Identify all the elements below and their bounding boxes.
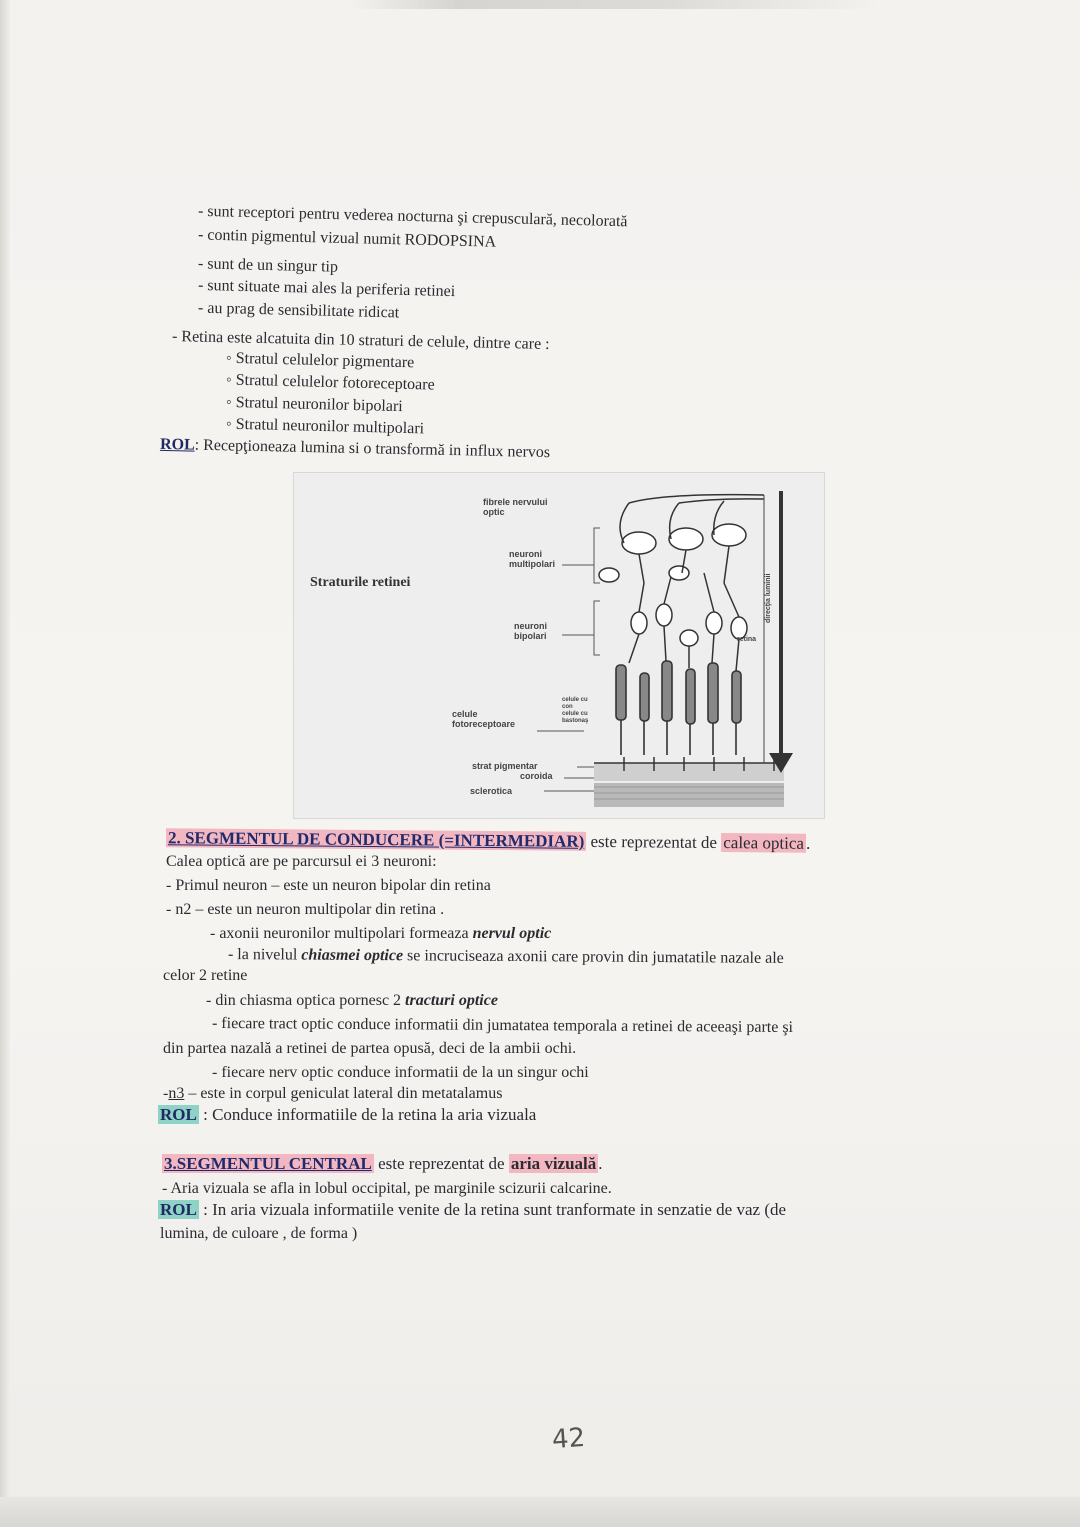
segment2-heading-text: este reprezentat de	[586, 831, 722, 853]
segment3-role-cont: lumina, de culoare , de forma )	[160, 1225, 358, 1242]
label-sclera: sclerotica	[470, 786, 513, 796]
label-cell-types: celule cu con celule cu bastonaş	[562, 697, 589, 724]
label-bipolar: neuroni bipolari	[514, 621, 547, 641]
retina-layer-text: Stratul neuronilor bipolari	[235, 394, 403, 416]
choroid-band	[594, 763, 784, 781]
segment2-line-8: - fiecare tract optic conduce informatii din jumatatea temporala a retinei de aceeaşi parte şi	[211, 1014, 794, 1037]
term-optic-tracts: tracturi optice	[405, 992, 498, 1009]
page-number: 42	[550, 1422, 587, 1456]
bullet-icon: ◦	[225, 371, 236, 389]
role-label: ROL	[159, 435, 195, 454]
role-text: : In aria vizuala informatiile venite de la retina sunt tranformate in senzatie de vaz (de	[198, 1200, 787, 1219]
segment2-role	[158, 1106, 536, 1124]
term-n3: n3	[168, 1085, 185, 1102]
role-label: ROL	[160, 1200, 197, 1219]
segment3-line-1: - Aria vizuala se afla in lobul occipital, pe marginile scizurii calcarine.	[162, 1180, 612, 1197]
segment2-line-11: -n3 – este in corpul geniculat lateral din metatalamus	[163, 1085, 503, 1102]
segment2-line-7: - din chiasma optica pornesc 2 tracturi optice	[206, 992, 498, 1009]
segment2-line-6: celor 2 retine	[163, 967, 248, 984]
segment3-heading: 3.SEGMENTUL CENTRAL este reprezentat de aria vizuală .	[164, 1154, 603, 1173]
segment3-highlight: aria vizuală	[510, 1154, 597, 1173]
segment2-title: 2. SEGMENTUL DE CONDUCERE (=INTERMEDIAR)	[167, 828, 585, 851]
rod-item-5: - au prag de sensibilitate ridicat	[197, 299, 400, 322]
term-chiasma: chiasmei optice	[301, 946, 404, 965]
retina-layer-text: Stratul neuronilor multipolari	[235, 415, 425, 438]
scan-artifact-bottom	[0, 1497, 1080, 1527]
segment2-line-10: - fiecare nerv optic conduce informatii de la un singur ochi	[212, 1064, 589, 1081]
rod-item-1: - sunt receptori pentru vederea nocturna şi crepusculară, necolorată	[197, 202, 628, 231]
label-photoreceptors: celule fotoreceptoare	[452, 709, 516, 729]
label-light-direction: direcţia luminii	[765, 573, 772, 623]
scan-artifact	[350, 0, 880, 9]
retina-layer-2	[226, 371, 435, 394]
bullet-icon: ◦	[225, 393, 236, 412]
retina-layer-1	[226, 350, 415, 373]
segment2-line-5: - la nivelul chiasmei optice se incruciseaza axonii care provin din jumatatile nazale ale	[227, 946, 784, 967]
segment2-line-2: - Primul neuron – este un neuron bipolar din retina	[166, 877, 491, 894]
rod-item-3: - sunt de un singur tip	[197, 255, 339, 276]
label-optic-fibers: fibrele nervului optic	[483, 497, 548, 517]
segment2-highlight: calea optica	[723, 833, 805, 853]
retina-layer-text: Stratul celulelor fotoreceptoare	[235, 371, 435, 394]
segment3-title: 3.SEGMENTUL CENTRAL	[164, 1154, 372, 1173]
role-text: : Conduce informatiile de la retina la aria vizuala	[198, 1105, 537, 1124]
segment3-heading-text: este reprezentat de	[373, 1154, 509, 1173]
multipolar-neurons	[599, 495, 764, 583]
segment3-role	[158, 1201, 786, 1219]
role-text: : Recepţioneaza lumina si o transformă in influx nervos	[194, 436, 551, 462]
retina-diagram	[294, 473, 824, 818]
role-label: ROL	[160, 1105, 197, 1124]
label-retina: retina	[737, 636, 757, 643]
label-multipolar: neuroni multipolari	[509, 549, 556, 569]
segment2-heading: 2. SEGMENTUL DE CONDUCERE (=INTERMEDIAR) este reprezentat de calea optica .	[167, 828, 811, 853]
retina-intro: - Retina este alcatuita din 10 straturi de celule, dintre care :	[171, 328, 550, 353]
segment2-line-1: Calea optică are pe parcursul ei 3 neuroni:	[166, 853, 437, 870]
light-direction-arrow	[769, 491, 793, 773]
retina-layer-text: Stratul celulelor pigmentare	[235, 349, 415, 372]
label-pigment: strat pigmentar	[472, 761, 538, 771]
figure-title: Straturile retinei	[310, 575, 411, 590]
segment2-line-4: - axonii neuronilor multipolari formeaza nervul optic	[210, 925, 552, 942]
retina-layer-4	[226, 416, 424, 439]
rod-item-2: - contin pigmentul vizual numit RODOPSINA	[197, 226, 497, 251]
segment2-line-9: din partea nazală a retinei de partea opusă, deci de la ambii ochi.	[163, 1040, 577, 1057]
retina-role	[160, 436, 550, 462]
label-choroid: coroida	[520, 771, 553, 781]
photoreceptor-cells	[616, 661, 741, 755]
bipolar-neurons	[629, 573, 747, 671]
bullet-icon: ◦	[225, 349, 236, 367]
segment2-line-3: - n2 – este un neuron multipolar din retina .	[166, 901, 445, 918]
bullet-icon: ◦	[225, 415, 236, 433]
rod-item-4: - sunt situate mai ales la periferia retinei	[197, 276, 456, 301]
page-edge	[0, 0, 10, 1527]
retina-layer-3	[226, 394, 403, 416]
retina-layers-figure	[293, 472, 825, 819]
term-optic-nerve: nervul optic	[472, 925, 552, 942]
